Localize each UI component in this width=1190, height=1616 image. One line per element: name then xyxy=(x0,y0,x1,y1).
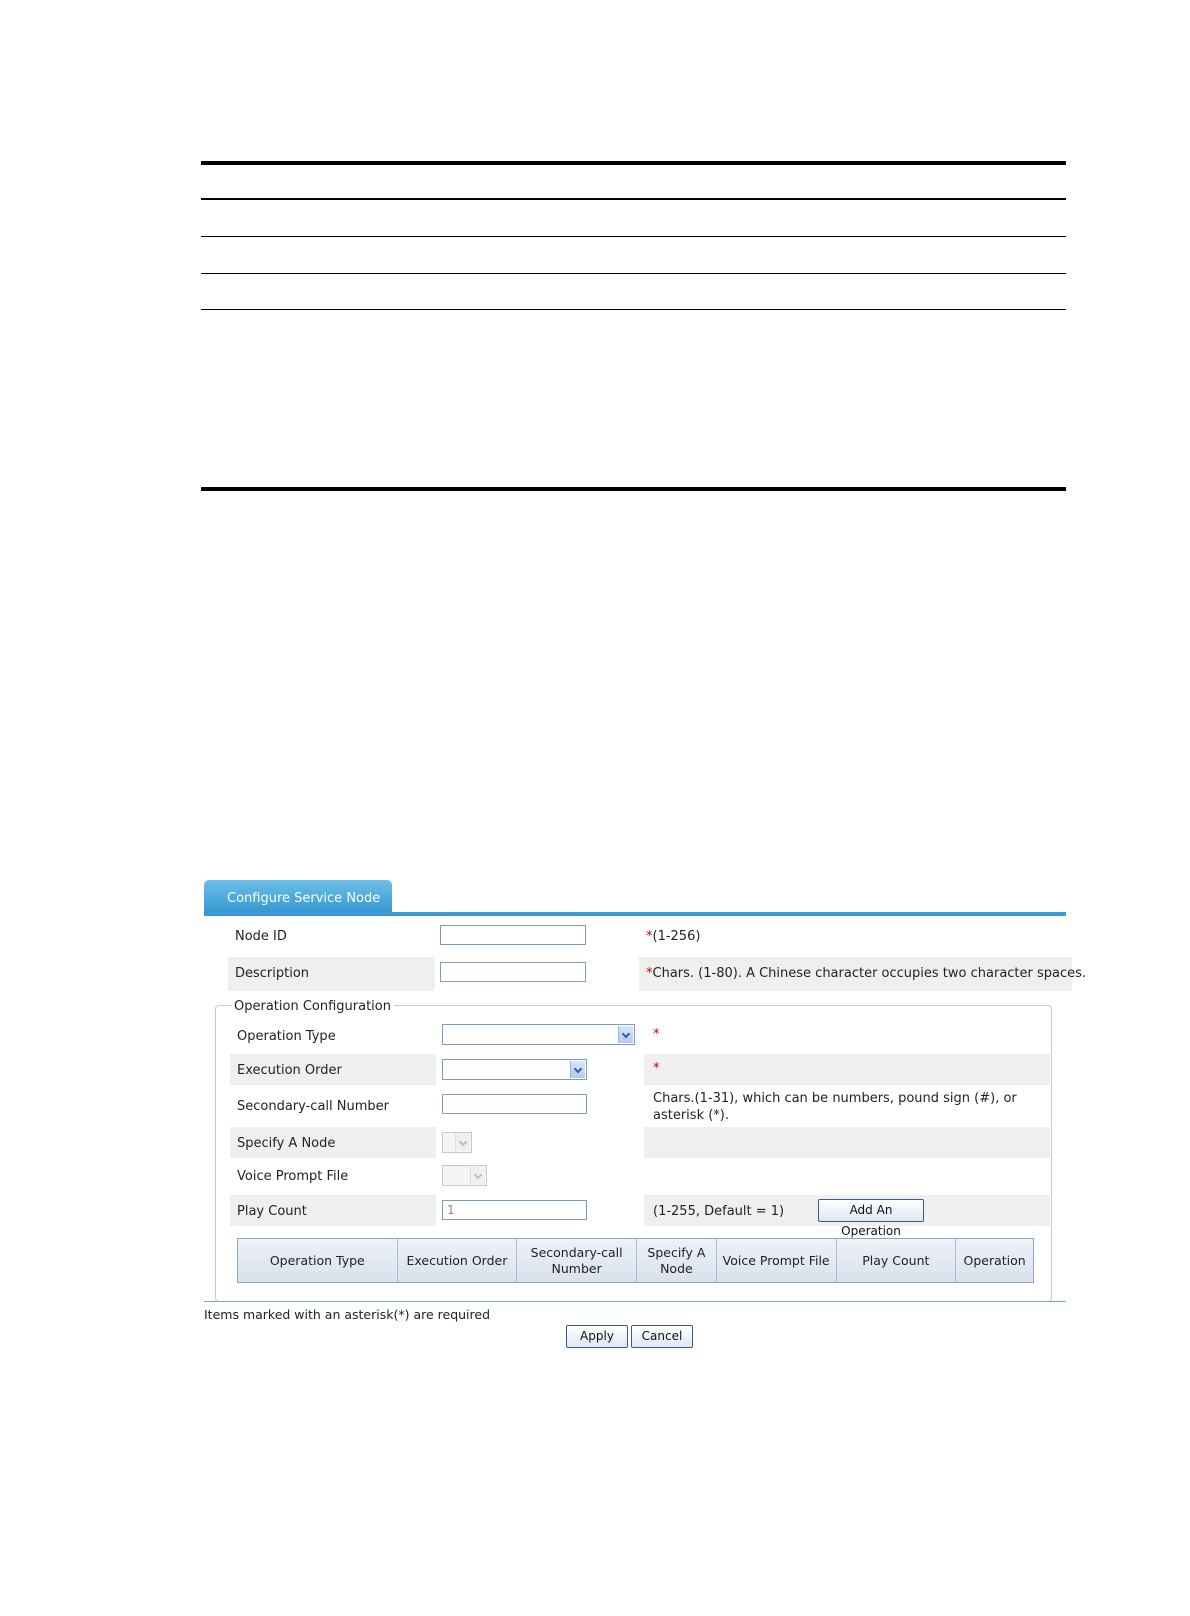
table-row-rule xyxy=(201,309,1066,310)
table-bottom-rule xyxy=(201,487,1066,491)
required-mark: * xyxy=(646,966,653,981)
col-play-count[interactable]: Play Count xyxy=(837,1239,957,1282)
col-operation[interactable]: Operation xyxy=(963,1252,1026,1268)
col-voice-prompt-file[interactable]: Voice Prompt File xyxy=(717,1239,837,1282)
tab-configure-service-node[interactable]: Configure Service Node xyxy=(204,880,392,916)
add-an-operation-button[interactable]: Add An Operation xyxy=(818,1199,924,1222)
node-id-range: (1-256) xyxy=(652,929,701,944)
operation-configuration-legend: Operation Configuration xyxy=(231,999,394,1014)
chevron-down-icon[interactable] xyxy=(455,1134,470,1151)
table-row-rule xyxy=(201,273,1066,274)
execution-order-required-mark: * xyxy=(653,1061,660,1076)
secondary-call-number-input[interactable] xyxy=(442,1094,587,1114)
play-count-hint: (1-255, Default = 1) xyxy=(653,1204,785,1219)
table-row-rule xyxy=(201,236,1066,237)
chevron-down-icon[interactable] xyxy=(470,1167,485,1184)
voice-prompt-file-label: Voice Prompt File xyxy=(237,1169,349,1184)
cancel-button[interactable]: Cancel xyxy=(631,1325,693,1348)
tab-underline xyxy=(204,912,1066,916)
panel-bottom-divider xyxy=(204,1301,1066,1302)
secondary-call-number-hint: Chars.(1-31), which can be numbers, pound sign (#), or asterisk (*). xyxy=(653,1091,1017,1123)
specify-a-node-label: Specify A Node xyxy=(237,1136,336,1151)
required-fields-note: Items marked with an asterisk(*) are required xyxy=(204,1307,491,1322)
execution-order-hint-cell xyxy=(644,1054,1050,1085)
table-header-rule xyxy=(201,198,1066,200)
col-secondary-call-number[interactable]: Secondary-call Number xyxy=(517,1239,637,1282)
specify-node-hint-cell xyxy=(644,1127,1050,1158)
description-hint xyxy=(646,966,1086,981)
node-id-input[interactable] xyxy=(440,925,586,945)
node-id-hint xyxy=(646,929,700,944)
col-operation-type[interactable]: Operation Type xyxy=(238,1239,398,1282)
configure-service-node-panel xyxy=(204,880,1087,1355)
apply-button[interactable]: Apply xyxy=(566,1325,628,1348)
operation-type-required-mark: * xyxy=(653,1027,660,1042)
execution-order-label: Execution Order xyxy=(237,1063,342,1078)
chevron-down-icon[interactable] xyxy=(618,1026,633,1043)
specify-a-node-select[interactable] xyxy=(442,1132,472,1153)
description-chars-hint: Chars. (1-80). A Chinese character occupies two character spaces. xyxy=(652,966,1087,981)
play-count-input[interactable]: 1 xyxy=(442,1200,587,1220)
node-id-label: Node ID xyxy=(235,929,287,944)
voice-prompt-file-select[interactable] xyxy=(442,1165,487,1186)
description-input[interactable] xyxy=(440,962,586,982)
description-label: Description xyxy=(235,966,310,981)
col-execution-order[interactable]: Execution Order xyxy=(398,1239,518,1282)
col-specify-a-node[interactable]: Specify A Node xyxy=(637,1239,717,1282)
secondary-call-number-label: Secondary-call Number xyxy=(237,1099,390,1114)
required-mark: * xyxy=(646,929,653,944)
operations-table-header xyxy=(237,1238,1034,1283)
play-count-label: Play Count xyxy=(237,1204,307,1219)
operation-type-select[interactable] xyxy=(442,1024,635,1045)
operation-type-label: Operation Type xyxy=(237,1029,336,1044)
table-top-rule xyxy=(201,161,1066,165)
execution-order-select[interactable] xyxy=(442,1059,587,1080)
chevron-down-icon[interactable] xyxy=(570,1061,585,1078)
